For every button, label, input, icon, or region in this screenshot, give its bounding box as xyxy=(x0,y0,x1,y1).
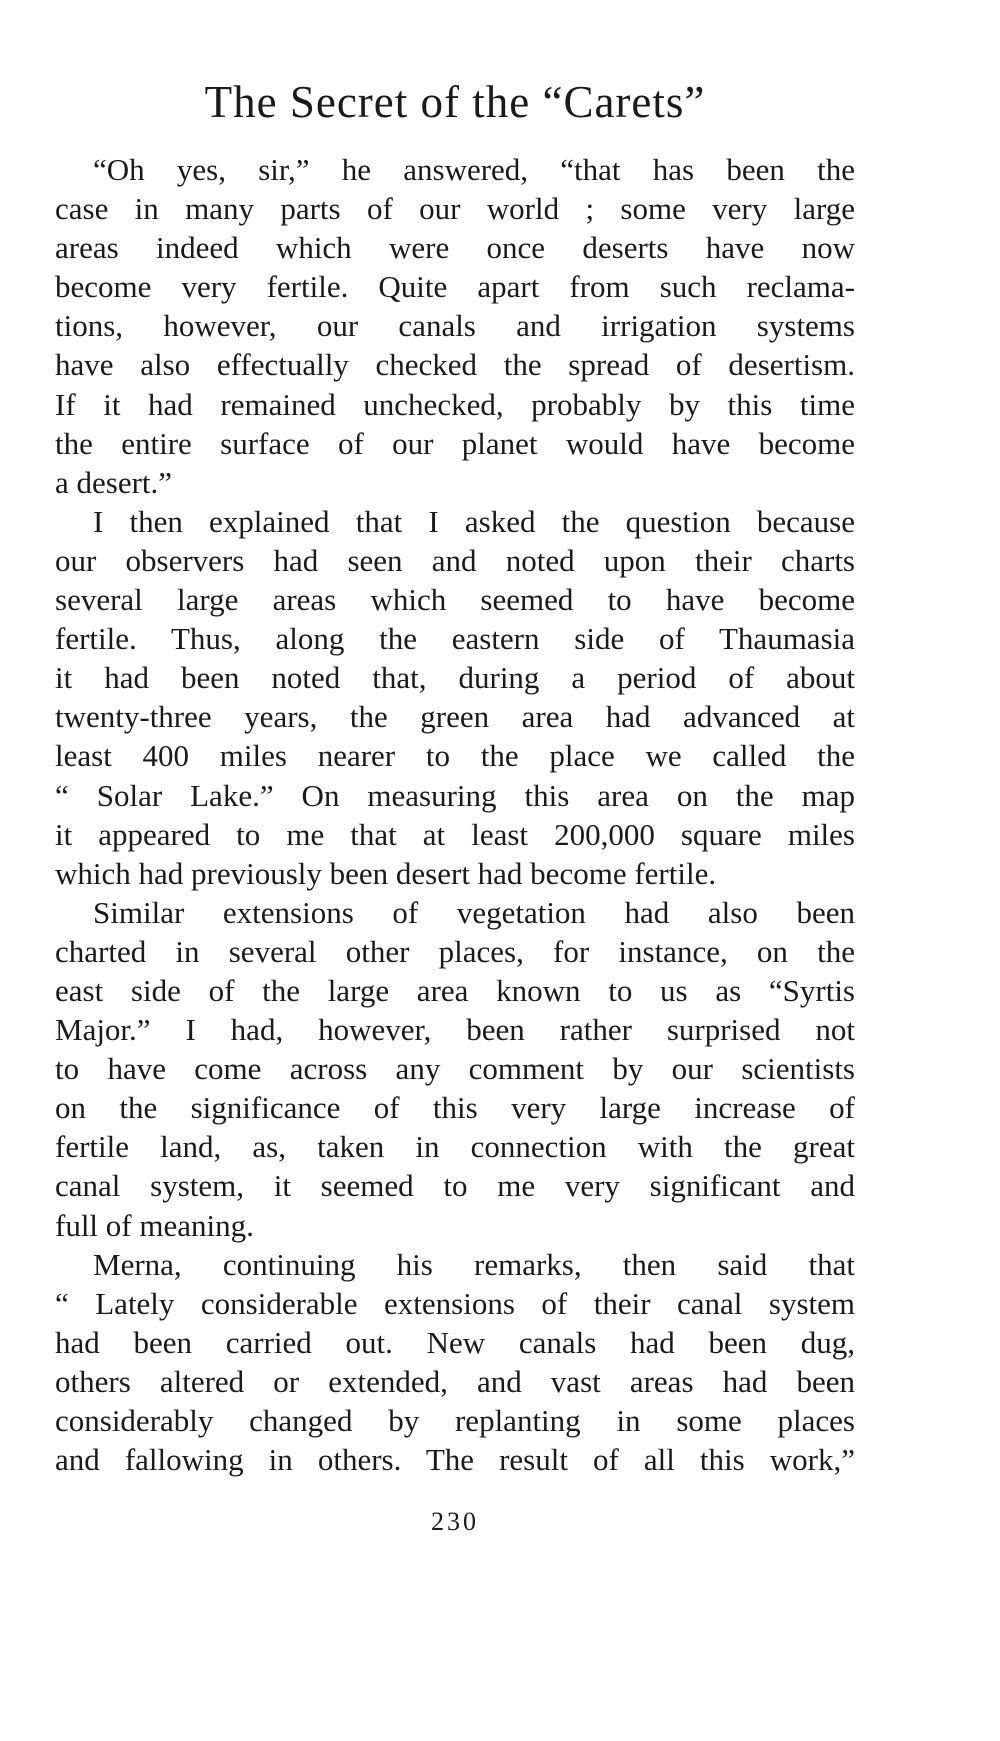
text-line: Merna, continuing his remarks, then said that xyxy=(93,1246,855,1282)
text-line: several large areas which seemed to have become xyxy=(55,582,855,618)
text-line: tions, however, our canals and irrigation systems xyxy=(55,308,855,344)
text-line: “Oh yes, sir,” he answered, “that has been the xyxy=(93,152,855,187)
text-line: east side of the large area known to us as “Syrtis xyxy=(55,972,855,1008)
text-line: “ Lately considerable extensions of their canal system xyxy=(55,1285,855,1321)
text-line: our observers had seen and noted upon their charts xyxy=(55,542,855,578)
text-line: If it had remained unchecked, probably by this time xyxy=(55,386,855,422)
text-line: Similar extensions of vegetation had also been xyxy=(93,894,855,930)
text-line: others altered or extended, and vast areas had been xyxy=(55,1363,855,1399)
text-line: least 400 miles nearer to the place we called the xyxy=(55,738,855,774)
text-line: had been carried out. New canals had been dug, xyxy=(55,1324,855,1360)
text-line: “ Solar Lake.” On measuring this area on the map xyxy=(55,777,855,813)
book-page xyxy=(55,0,855,1741)
text-line: which had previously been desert had become fertile. xyxy=(55,855,717,891)
text-line: and fallowing in others. The result of all this work,” xyxy=(55,1442,855,1478)
text-line: Major.” I had, however, been rather surprised not xyxy=(55,1012,855,1048)
text-line: case in many parts of our world ; some very large xyxy=(55,191,855,227)
text-line: areas indeed which were once deserts have now xyxy=(55,230,855,266)
text-line: full of meaning. xyxy=(55,1207,254,1243)
text-line: the entire surface of our planet would have become xyxy=(55,425,855,461)
body-text xyxy=(55,150,855,1479)
text-line: have also effectually checked the spread of desertism. xyxy=(55,347,855,383)
text-line: canal system, it seemed to me very significant and xyxy=(55,1168,855,1204)
text-line: considerably changed by replanting in some places xyxy=(55,1403,855,1438)
page-number: 230 xyxy=(431,1507,479,1536)
text-line: it had been noted that, during a period of about xyxy=(55,660,855,696)
text-line: to have come across any comment by our scientists xyxy=(55,1051,855,1087)
text-line: it appeared to me that at least 200,000 square miles xyxy=(55,816,855,852)
text-line: on the significance of this very large increase of xyxy=(55,1090,855,1126)
running-head: The Secret of the “Carets” xyxy=(204,77,706,127)
text-line: fertile. Thus, along the eastern side of Thaumasia xyxy=(55,621,855,657)
text-line: a desert.” xyxy=(55,464,173,500)
text-line: fertile land, as, taken in connection with the great xyxy=(55,1129,855,1165)
text-line: charted in several other places, for instance, on the xyxy=(55,933,855,969)
text-line: twenty-three years, the green area had advanced at xyxy=(55,699,855,735)
text-line: become very fertile. Quite apart from such reclama- xyxy=(55,269,855,305)
text-line: I then explained that I asked the question because xyxy=(93,503,855,539)
